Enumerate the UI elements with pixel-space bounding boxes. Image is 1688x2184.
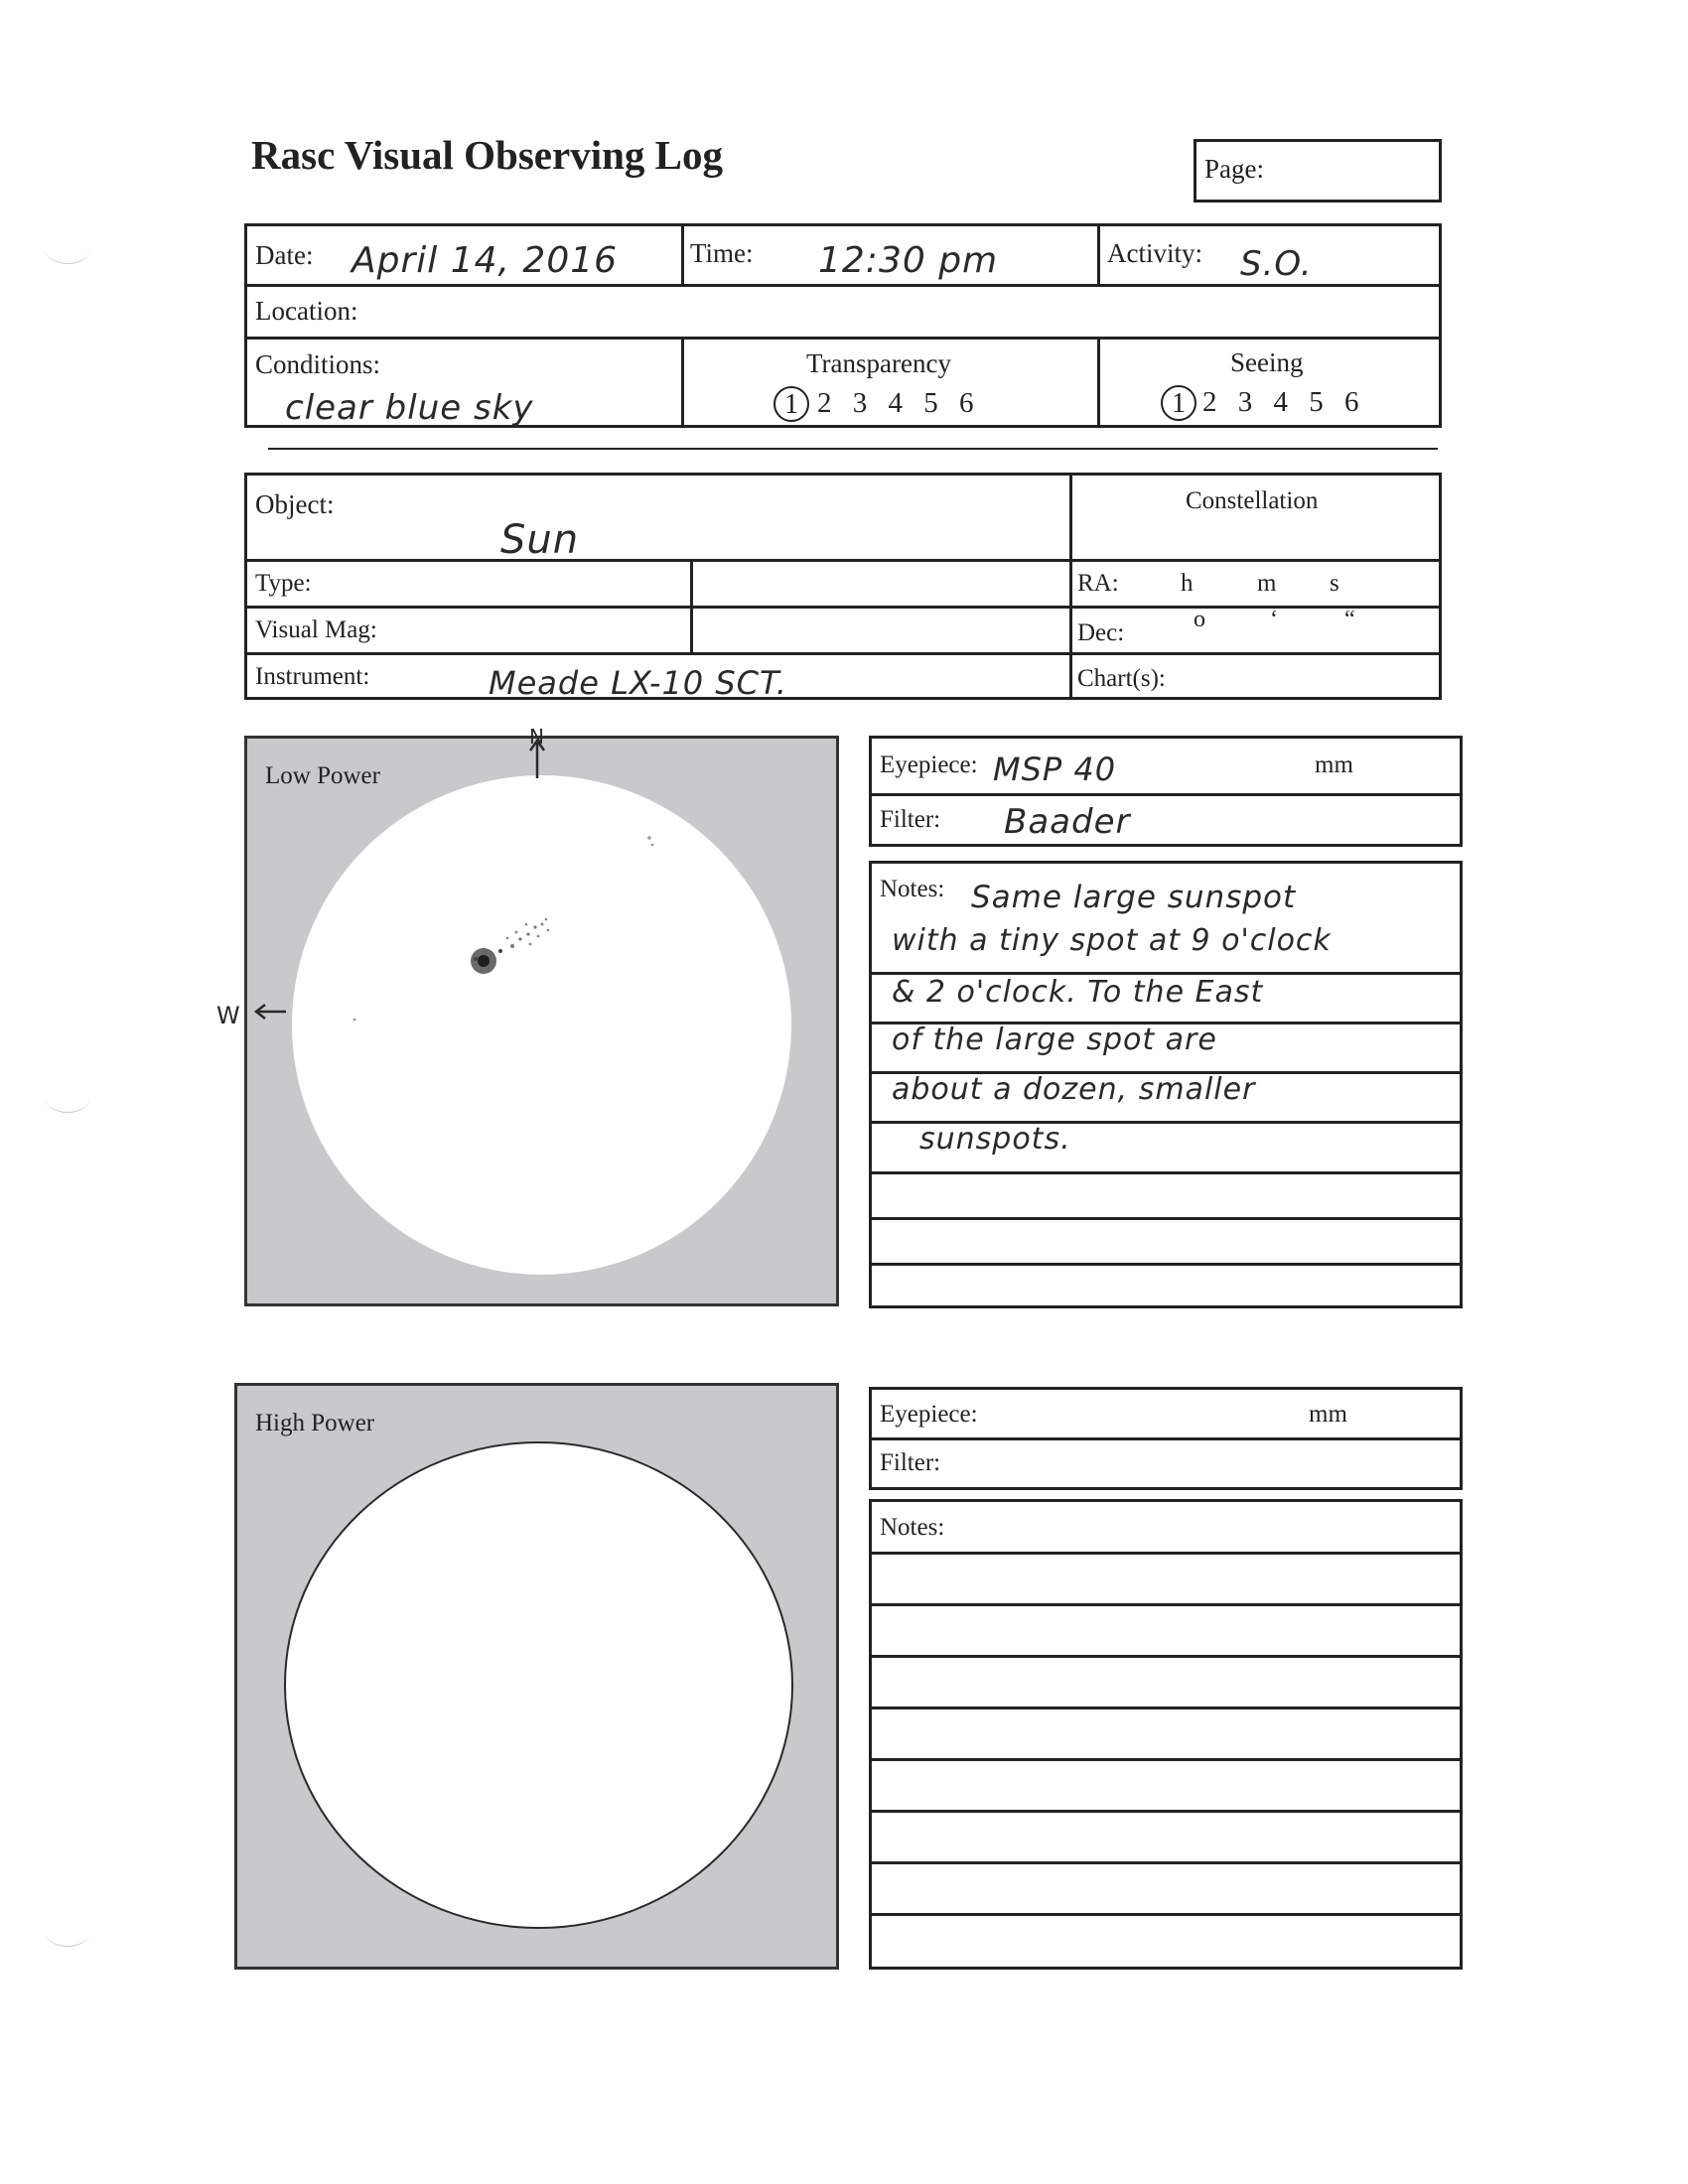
notes-line-3: & 2 o'clock. To the East [892,975,1264,1010]
west-arrow-icon [250,997,290,1026]
conditions-label: Conditions: [255,349,381,379]
transparency-scale[interactable]: 2 3 4 5 6 [817,387,974,419]
seeing-selected-circle[interactable]: 1 [1161,385,1196,421]
page-number-box[interactable] [1194,139,1442,203]
notes-line-4: of the large spot are [892,1023,1217,1057]
object-label: Object: [255,489,335,519]
dec-seconds-unit: “ [1344,607,1355,632]
small-sunspot [518,937,521,940]
notes-line-1: Same large sunspot [971,880,1297,915]
instrument-label: Instrument: [255,663,370,690]
low-power-panel [244,736,839,1306]
tiny-sunspot-9oclock [474,957,478,961]
small-sunspot [353,1019,356,1022]
small-sunspot [547,929,550,932]
high-eyepiece-unit: mm [1309,1401,1347,1428]
visual-mag-label: Visual Mag: [255,616,377,643]
location-label: Location: [255,296,358,326]
low-power-optics-box [869,736,1463,847]
activity-value[interactable]: S.O. [1240,244,1313,284]
activity-label: Activity: [1107,238,1202,268]
dec-degrees-unit: o [1194,607,1205,632]
high-power-notes-box[interactable] [869,1499,1463,1970]
tiny-sunspot-2oclock [498,949,502,953]
large-sunspot-umbra [478,955,490,967]
time-value[interactable]: 12:30 pm [818,240,999,281]
date-label: Date: [255,240,314,270]
hole-punch-bottom [45,1916,90,1947]
header-table [244,223,1442,428]
page-title: Rasc Visual Observing Log [251,132,723,178]
north-mark: N [529,725,545,749]
high-filter-label: Filter: [880,1449,941,1476]
ra-label: RA: [1077,570,1119,597]
constellation-label: Constellation [1186,487,1319,514]
time-label: Time: [690,238,754,268]
low-power-field-circle[interactable] [292,775,791,1275]
small-sunspot [526,932,529,935]
sunspot-sketch [292,775,791,1275]
date-value[interactable]: April 14, 2016 [352,240,619,281]
small-sunspot [647,836,651,840]
high-power-label: High Power [255,1410,375,1436]
seeing-scale[interactable]: 2 3 4 5 6 [1202,386,1359,418]
small-sunspot [515,931,518,934]
hole-punch-top [45,233,90,264]
dec-minutes-unit: ‘ [1270,607,1278,632]
small-sunspot [506,937,509,940]
notes-line-5: about a dozen, smaller [892,1072,1256,1107]
seeing-label: Seeing [1230,347,1304,377]
high-notes-label: Notes: [880,1514,945,1541]
ra-minutes-unit: m [1257,570,1277,597]
object-table [244,473,1442,700]
low-power-notes-box[interactable] [869,861,1463,1308]
object-value[interactable]: Sun [500,517,580,563]
transparency-selected-circle[interactable]: 1 [774,386,809,422]
west-mark: W [216,1002,241,1029]
small-sunspot [537,935,540,938]
high-power-panel [234,1383,839,1970]
small-sunspot [525,923,528,926]
small-sunspot [533,925,536,928]
small-sunspot [529,943,532,946]
low-notes-label: Notes: [880,876,945,902]
divider-rule [268,448,1438,450]
high-eyepiece-label: Eyepiece: [880,1401,978,1428]
dec-label: Dec: [1077,619,1125,646]
notes-line-6: sunspots. [919,1122,1071,1157]
low-eyepiece-label: Eyepiece: [880,751,978,778]
low-eyepiece-unit: mm [1315,751,1353,778]
low-power-label: Low Power [265,762,380,789]
low-filter-value[interactable]: Baader [1004,802,1131,842]
page-label: Page: [1204,154,1264,184]
ra-hours-unit: h [1181,570,1194,597]
high-power-optics-box [869,1387,1463,1490]
low-eyepiece-value[interactable]: MSP 40 [993,751,1117,788]
conditions-value[interactable]: clear blue sky [285,388,534,428]
small-sunspot [545,918,548,921]
type-label: Type: [255,570,312,597]
ra-seconds-unit: s [1330,570,1339,597]
small-sunspot [541,923,544,926]
instrument-value[interactable]: Meade LX-10 SCT. [489,664,787,702]
notes-line-2: with a tiny spot at 9 o'clock [892,923,1332,958]
high-power-field-circle[interactable] [284,1441,793,1929]
hole-punch-middle [45,1082,90,1113]
charts-label: Chart(s): [1077,665,1166,692]
low-filter-label: Filter: [880,806,941,833]
small-sunspot [651,844,654,847]
transparency-label: Transparency [806,348,951,378]
small-sunspot [510,944,514,948]
